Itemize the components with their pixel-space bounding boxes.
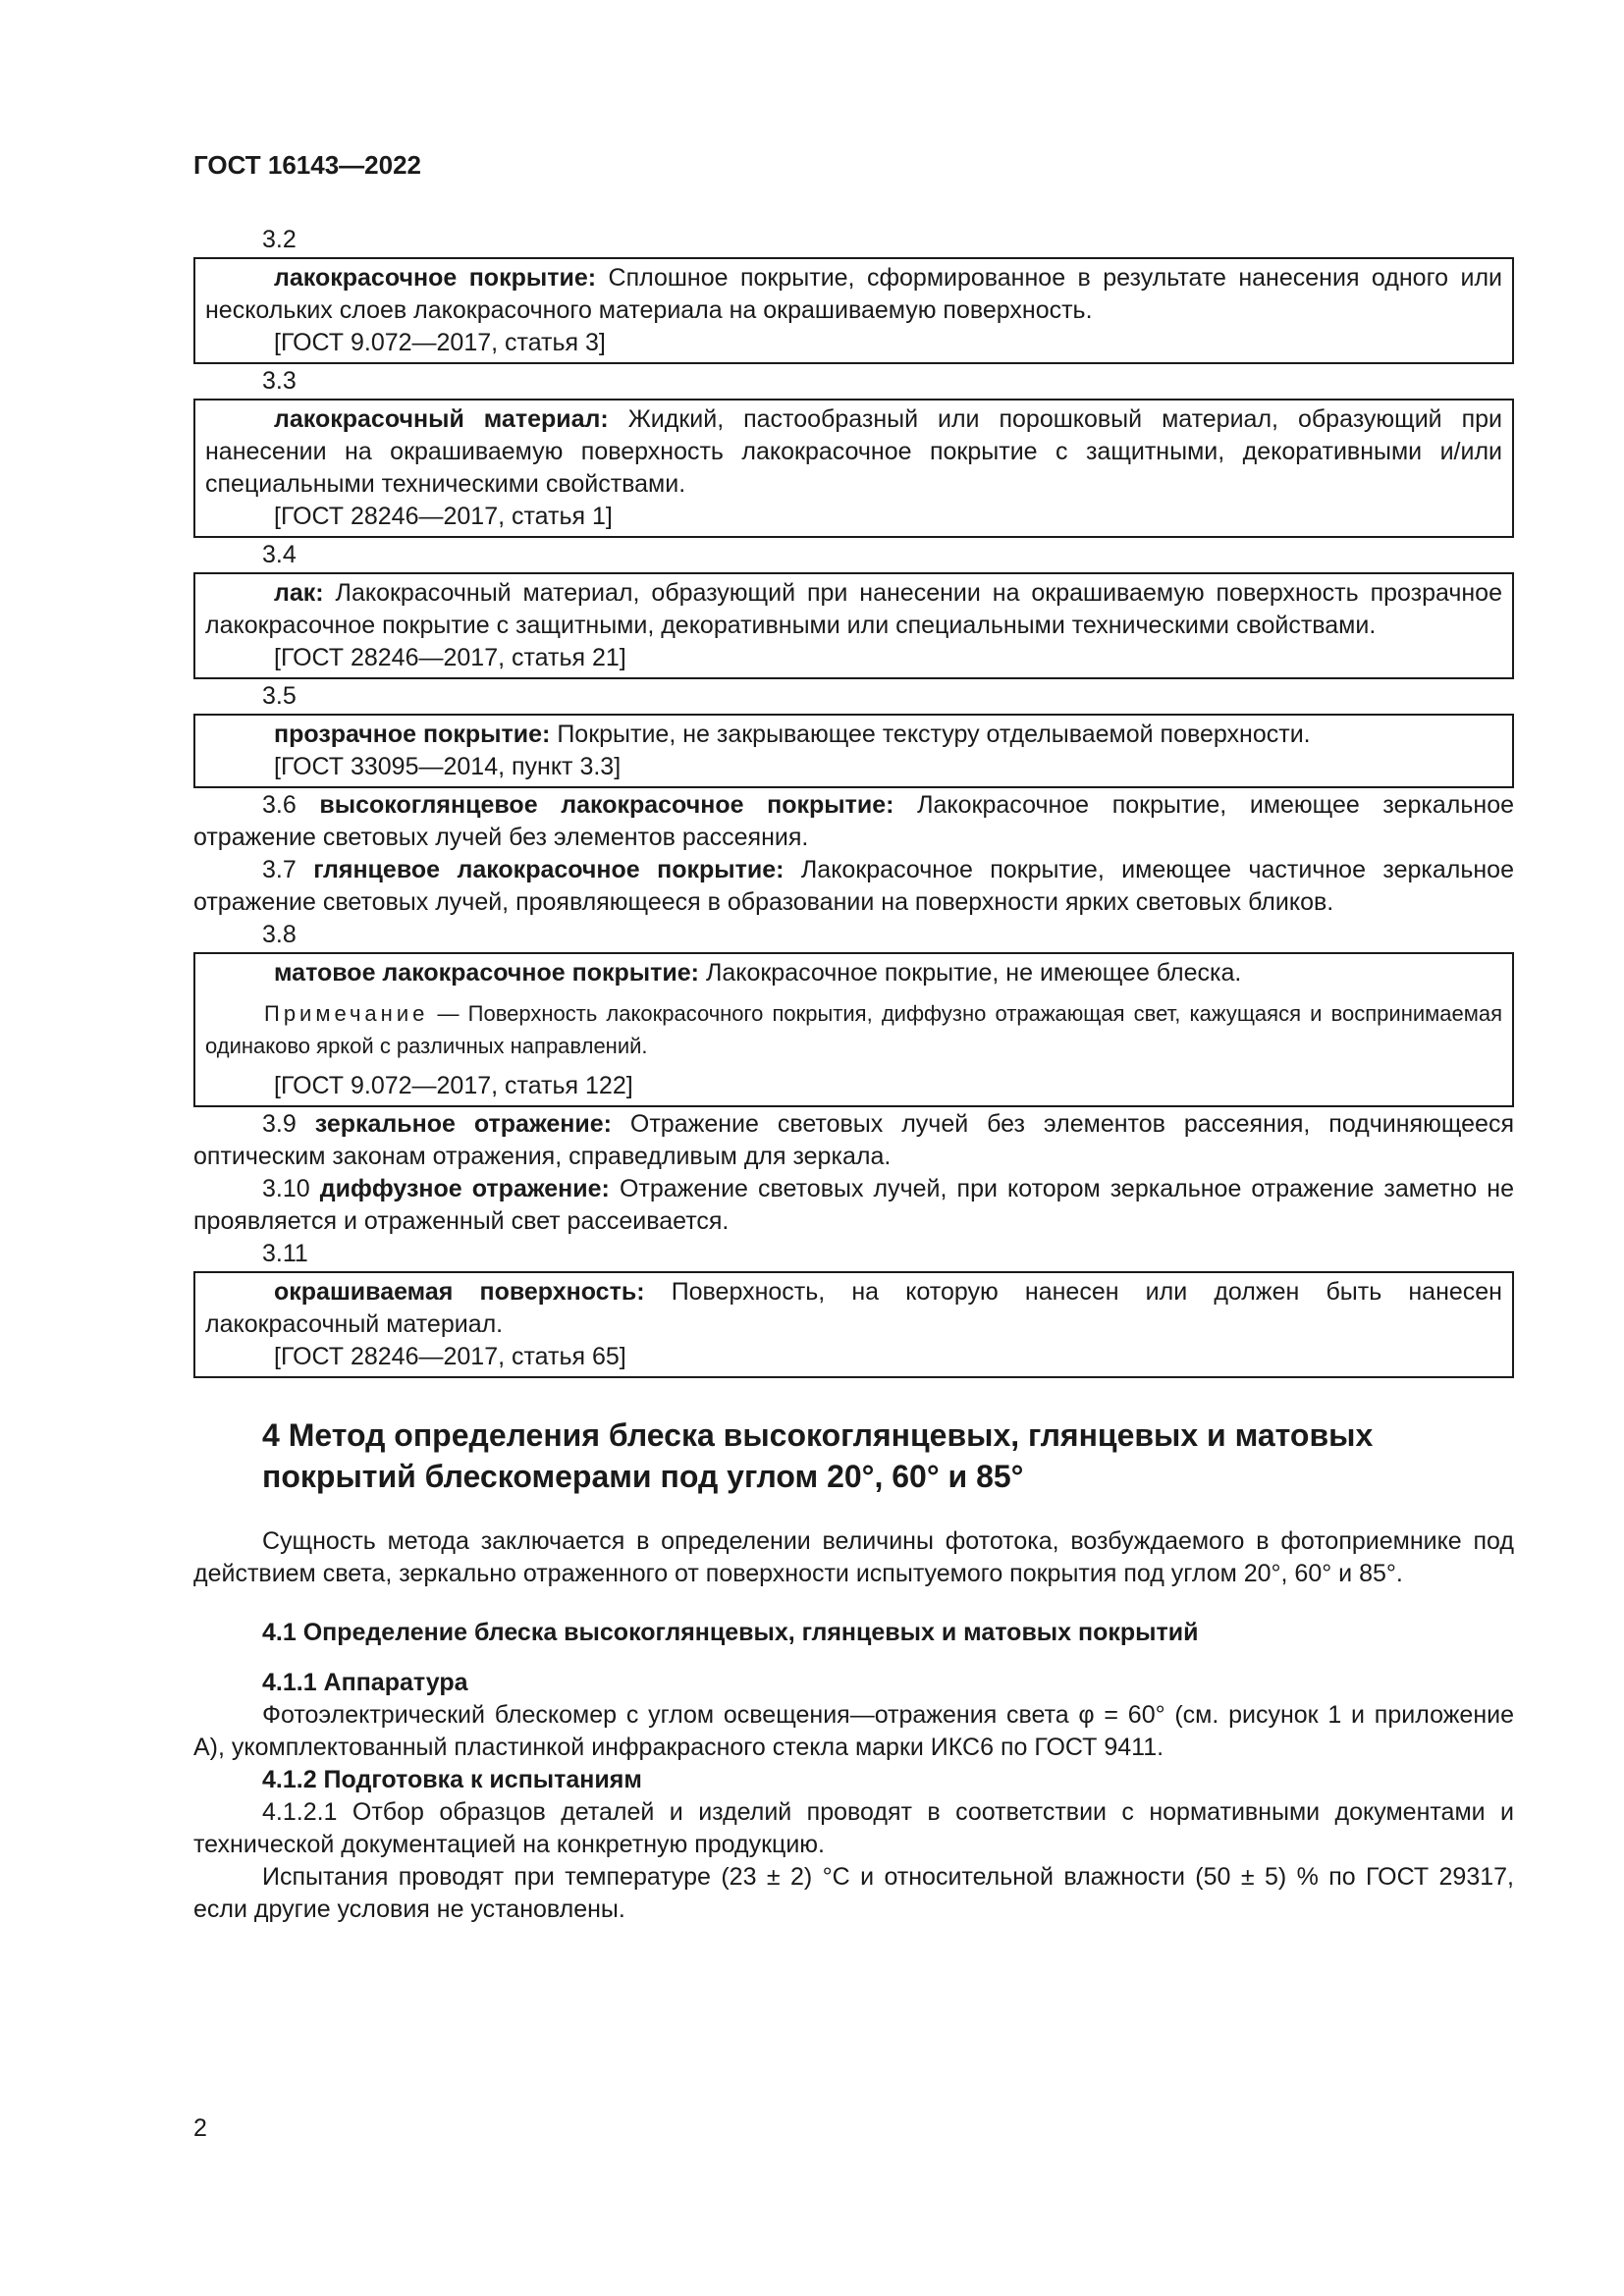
term-definition xyxy=(205,719,1502,751)
document-header: ГОСТ 16143—2022 xyxy=(193,150,421,180)
term-box-3-8 xyxy=(193,952,1514,1107)
section-heading-line: покрытий блескомерами под углом 20°, 60° и 85° xyxy=(262,1459,1024,1494)
term-name: лак: xyxy=(274,579,324,607)
term-box-3-3 xyxy=(193,399,1514,538)
term-number: 3.8 xyxy=(262,921,297,948)
term-source: [ГОСТ 33095—2014, пункт 3.3] xyxy=(274,753,622,780)
term-definition xyxy=(205,403,1502,501)
term-number: 3.4 xyxy=(262,541,297,568)
term-text: Покрытие, не закрывающее текстуру отделываемой поверхности. xyxy=(557,721,1311,748)
term-3-6 xyxy=(193,789,1514,854)
term-text: Отражение световых лучей без элементов рассеяния, подчиняющееся оптическим законам отражения, справедливым для зеркала. xyxy=(193,1110,1514,1170)
term-name: прозрачное покрытие: xyxy=(274,721,551,748)
term-name: глянцевое лакокрасочное покрытие: xyxy=(313,856,785,883)
term-number: 3.7 xyxy=(262,856,297,883)
term-number: 3.5 xyxy=(262,682,297,710)
term-text: Поверхность, на которую нанесен или должен быть нанесен лакокрасочный материал. xyxy=(205,1278,1502,1338)
note-label: Примечание xyxy=(264,1001,429,1026)
term-box-3-11 xyxy=(193,1271,1514,1378)
term-definition xyxy=(205,957,1502,989)
term-source: [ГОСТ 9.072—2017, статья 3] xyxy=(274,329,606,356)
term-number: 3.3 xyxy=(262,367,297,395)
subsection-heading: 4.1 Определение блеска высокоглянцевых, глянцевых и матовых покрытий xyxy=(262,1619,1199,1646)
term-text: Лакокрасочное покрытие, не имеющее блеска. xyxy=(705,959,1242,987)
term-3-7 xyxy=(193,854,1514,919)
term-definition xyxy=(205,577,1502,642)
term-box-3-4 xyxy=(193,572,1514,679)
term-box-3-5 xyxy=(193,714,1514,788)
term-name: матовое лакокрасочное покрытие: xyxy=(274,959,699,987)
subsection-heading: 4.1.2 Подготовка к испытаниям xyxy=(262,1766,642,1793)
paragraph: 4.1.2.1 Отбор образцов деталей и изделий проводят в соответствии с нормативными документами и технической документацией на конкретную продукцию. xyxy=(193,1798,1514,1858)
term-text: Сплошное покрытие, сформированное в результате нанесения одного или нескольких слоев лакокрасочного материала на окрашиваемую поверхность. xyxy=(205,264,1503,324)
term-number: 3.9 xyxy=(262,1110,297,1138)
page-number: 2 xyxy=(193,2114,207,2142)
paragraph: Испытания проводят при температуре (23 ± 2) °С и относительной влажности (50 ± 5) % по ГОСТ 29317, если другие условия не установлены. xyxy=(193,1863,1514,1923)
term-source: [ГОСТ 28246—2017, статья 21] xyxy=(274,644,626,671)
subsection-heading: 4.1.1 Аппаратура xyxy=(262,1669,468,1696)
term-name: лакокрасочный материал: xyxy=(274,405,609,433)
term-text: Лакокрасочное покрытие, имеющее частичное зеркальное отражение световых лучей, проявляющееся в образовании на поверхности ярких световых бликов. xyxy=(193,856,1514,916)
term-3-10 xyxy=(193,1173,1514,1238)
term-source: [ГОСТ 28246—2017, статья 65] xyxy=(274,1343,626,1370)
term-text: Лакокрасочное покрытие, имеющее зеркальное отражение световых лучей без элементов рассеяния. xyxy=(193,791,1514,851)
term-definition xyxy=(205,1276,1502,1341)
note-text: — Поверхность лакокрасочного покрытия, диффузно отражающая свет, кажущаяся и воспринимаемая одинаково яркой с различных направлений. xyxy=(205,1001,1502,1058)
term-name: лакокрасочное покрытие: xyxy=(274,264,597,292)
term-name: зеркальное отражение: xyxy=(314,1110,612,1138)
term-note xyxy=(205,997,1502,1062)
term-definition xyxy=(205,262,1502,327)
section-heading-line: 4 Метод определения блеска высокоглянцевых, глянцевых и матовых xyxy=(262,1417,1374,1453)
term-box-3-2 xyxy=(193,257,1514,364)
term-text: Отражение световых лучей, при котором зеркальное отражение заметно не проявляется и отраженный свет рассеивается. xyxy=(193,1175,1515,1235)
term-name: окрашиваемая поверхность: xyxy=(274,1278,645,1306)
paragraph: Фотоэлектрический блескомер с углом освещения—отражения света φ = 60° (см. рисунок 1 и приложение А), укомплектованный пластинкой инфракрасного стекла марки ИКС6 по ГОСТ 9411. xyxy=(193,1701,1514,1761)
section-heading xyxy=(193,1415,1514,1497)
term-text: Лакокрасочный материал, образующий при нанесении на окрашиваемую поверхность прозрачное лакокрасочное покрытие с защитными, декоративными или специальными техническими свойствами. xyxy=(205,579,1502,639)
term-3-9 xyxy=(193,1108,1514,1173)
page-content xyxy=(193,224,1514,1926)
term-number: 3.6 xyxy=(262,791,297,819)
term-number: 3.2 xyxy=(262,226,297,253)
term-number: 3.11 xyxy=(262,1240,308,1267)
section-intro: Сущность метода заключается в определении величины фототока, возбуждаемого в фотоприемнике под действием света, зеркально отраженного от поверхности испытуемого покрытия под углом 20°, 60° и 85°. xyxy=(193,1527,1514,1587)
term-number: 3.10 xyxy=(262,1175,310,1202)
term-source: [ГОСТ 9.072—2017, статья 122] xyxy=(274,1072,633,1099)
term-text: Жидкий, пастообразный или порошковый материал, образующий при нанесении на окрашиваемую поверхность лакокрасочное покрытие с защитными, декоративными и/или специальными техническими свойствами. xyxy=(205,405,1502,498)
term-name: диффузное отражение: xyxy=(319,1175,610,1202)
term-name: высокоглянцевое лакокрасочное покрытие: xyxy=(319,791,894,819)
term-source: [ГОСТ 28246—2017, статья 1] xyxy=(274,503,613,530)
